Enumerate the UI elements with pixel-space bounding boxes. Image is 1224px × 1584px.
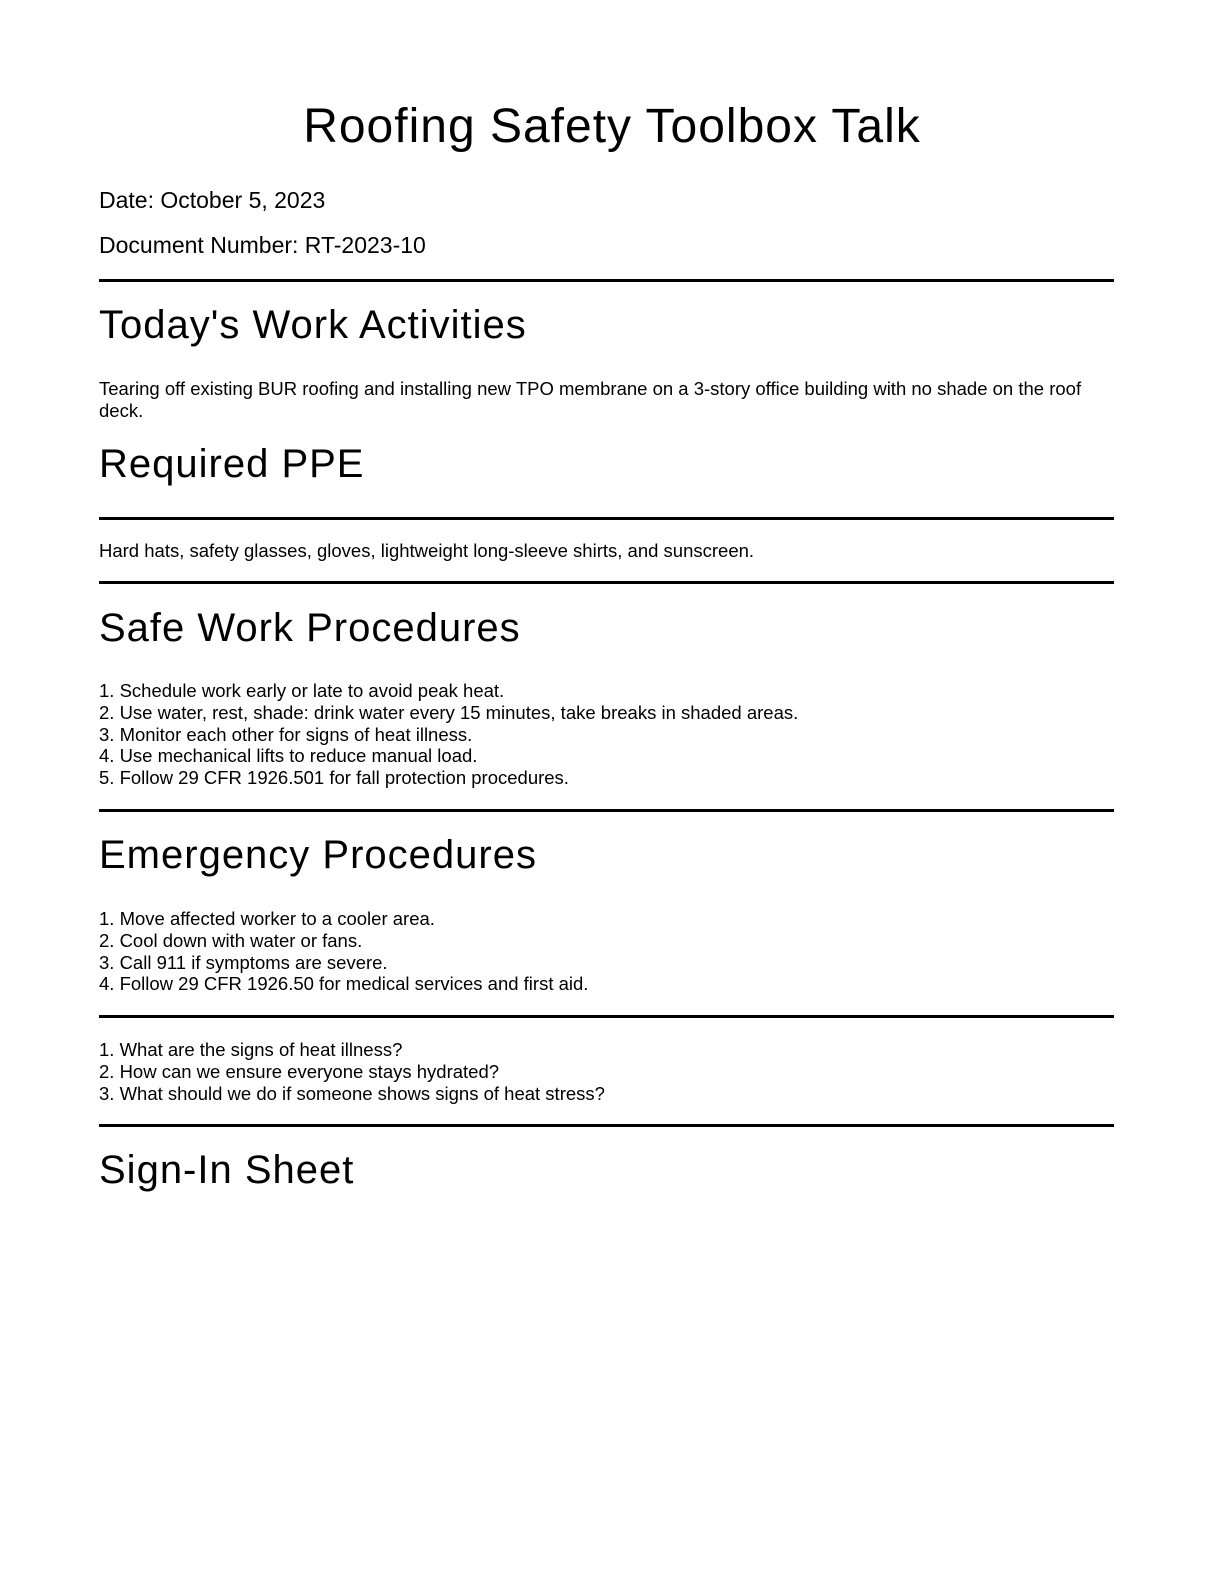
- work-activities-text: Tearing off existing BUR roofing and installing new TPO membrane on a 3-story office building with no shade on the roof deck.: [99, 378, 1082, 421]
- ppe-text: Hard hats, safety glasses, gloves, lightweight long-sleeve shirts, and sunscreen.: [99, 540, 755, 561]
- divider: [99, 581, 1114, 584]
- ppe-heading: Required PPE: [99, 442, 365, 486]
- list-item: 1. Schedule work early or late to avoid peak heat.: [99, 680, 505, 701]
- document-number-line: Document Number: RT-2023-10: [99, 232, 426, 258]
- discussion-list: [99, 1039, 605, 1104]
- list-item: 4. Follow 29 CFR 1926.50 for medical services and first aid.: [99, 973, 589, 995]
- safe-work-list: [99, 680, 798, 789]
- list-item: 3. Monitor each other for signs of heat illness.: [99, 723, 473, 745]
- sign-in-heading: Sign-In Sheet: [99, 1148, 355, 1192]
- divider: [99, 517, 1114, 520]
- list-item: 2. How can we ensure everyone stays hydrated?: [99, 1060, 500, 1082]
- emergency-list: [99, 908, 588, 995]
- list-item: 3. What should we do if someone shows signs of heat stress?: [99, 1082, 605, 1104]
- emergency-heading: Emergency Procedures: [99, 833, 537, 877]
- divider: [99, 1124, 1114, 1127]
- date-line: Date: October 5, 2023: [99, 187, 326, 213]
- safe-work-heading: Safe Work Procedures: [99, 606, 521, 650]
- document-title: Roofing Safety Toolbox Talk: [303, 100, 921, 153]
- list-item: 1. Move affected worker to a cooler area.: [99, 908, 435, 929]
- divider: [99, 1015, 1114, 1018]
- list-item: 4. Use mechanical lifts to reduce manual load.: [99, 745, 478, 767]
- divider: [99, 279, 1114, 282]
- work-activities-heading: Today's Work Activities: [99, 303, 527, 347]
- list-item: 2. Cool down with water or fans.: [99, 929, 363, 951]
- divider: [99, 809, 1114, 812]
- list-item: 1. What are the signs of heat illness?: [99, 1039, 403, 1060]
- list-item: 5. Follow 29 CFR 1926.501 for fall protection procedures.: [99, 767, 569, 789]
- list-item: 3. Call 911 if symptoms are severe.: [99, 951, 388, 973]
- list-item: 2. Use water, rest, shade: drink water every 15 minutes, take breaks in shaded areas.: [99, 701, 799, 723]
